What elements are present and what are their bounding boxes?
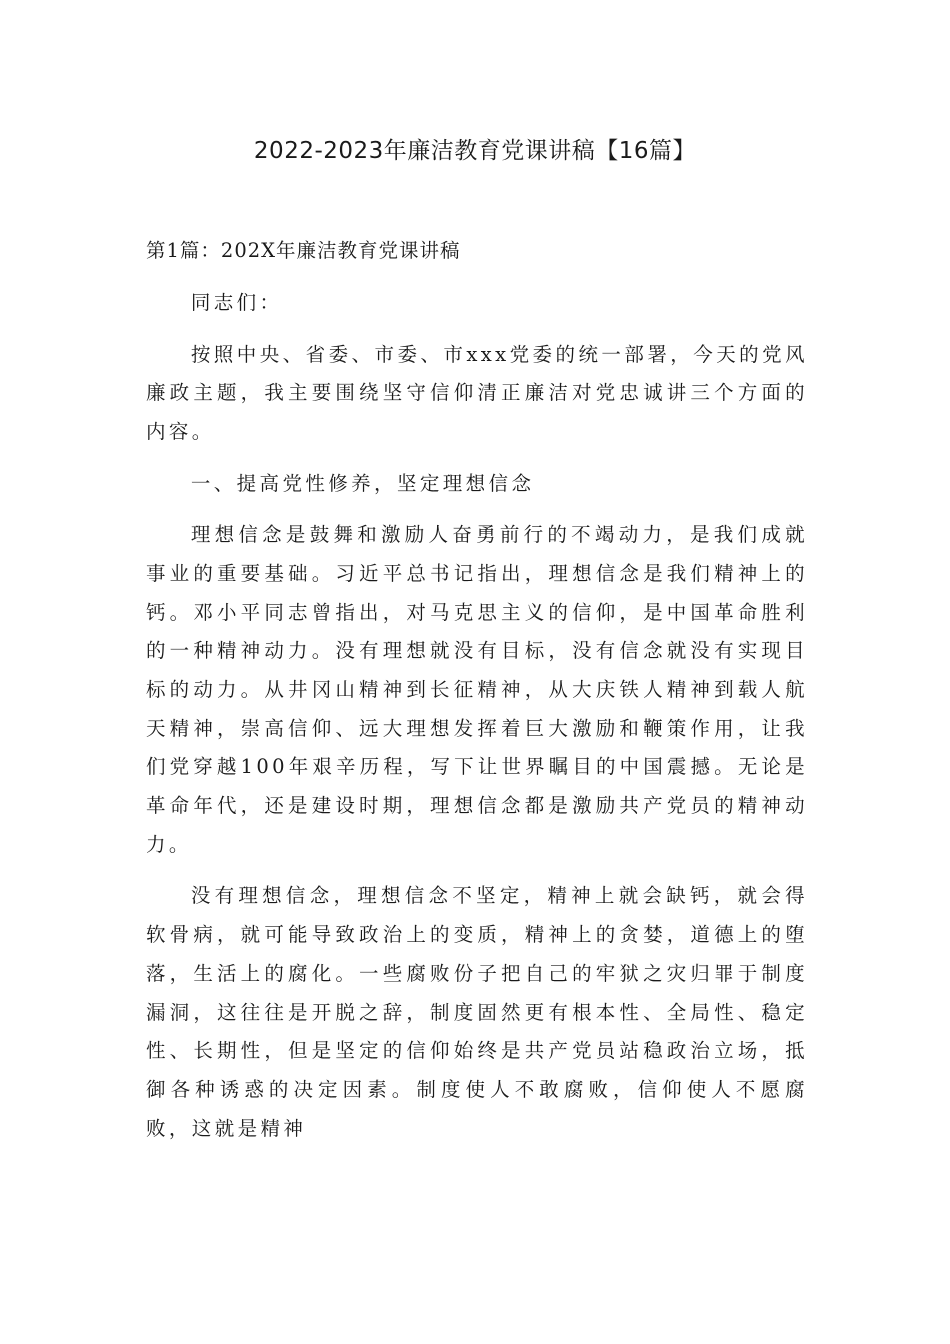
- document-body: [146, 284, 808, 1161]
- section-heading: 第1篇：202X年廉洁教育党课讲稿: [146, 239, 461, 262]
- document-title: 2022-2023年廉洁教育党课讲稿【16篇】: [253, 138, 697, 164]
- salutation-paragraph: 同志们：: [190, 291, 283, 314]
- body-paragraph: 没有理想信念，理想信念不坚定，精神上就会缺钙，就会得软骨病，就可能导致政治上的变质，精神上的贪婪，道德上的堕落，生活上的腐化。一些腐败份子把自己的牢狱之灾归罪于制度漏洞，这往往是开脱之辞，制度固然更有根本性、全局性、稳定性、长期性，但是坚定的信仰始终是共产党员站稳政治立场，抵御各种诱惑的决定因素。制度使人不敢腐败，信仰使人不愿腐败，这就是精神: [146, 884, 808, 1140]
- intro-paragraph: 按照中央、省委、市委、市xxx党委的统一部署，今天的党风廉政主题，我主要围绕坚守信仰清正廉洁对党忠诚讲三个方面的内容。: [146, 342, 808, 443]
- subheading-paragraph: 一、提高党性修养，坚定理想信念: [190, 471, 535, 495]
- body-paragraph: 理想信念是鼓舞和激励人奋勇前行的不竭动力，是我们成就事业的重要基础。习近平总书记指出，理想信念是我们精神上的钙。邓小平同志曾指出，对马克思主义的信仰，是中国革命胜利的一种精神动力。没有理想就没有目标，没有信念就没有实现目标的动力。从井冈山精神到长征精神，从大庆铁人精神到载人航天精神，崇高信仰、远大理想发挥着巨大激励和鞭策作用，让我们党穿越100年艰辛历程，写下让世界瞩目的中国震撼。无论是革命年代，还是建设时期，理想信念都是激励共产党员的精神动力。: [146, 523, 808, 856]
